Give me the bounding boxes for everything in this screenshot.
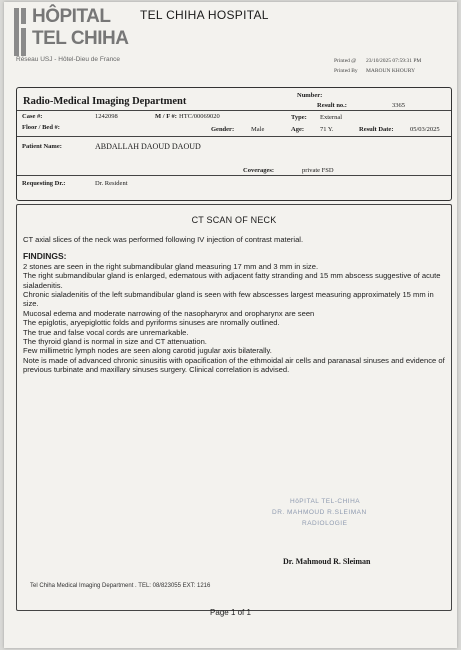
patient-header-box: [16, 87, 452, 201]
requesting-dr-label: Requesting Dr.:: [22, 180, 66, 187]
age-value: 71 Y.: [320, 126, 334, 133]
hospital-logo: [14, 8, 129, 66]
header-divider-2: [17, 136, 451, 137]
gender-value: Male: [251, 126, 265, 133]
header-divider-3: [17, 175, 451, 176]
stamp-line-1: HôPITAL TEL-CHIHA: [290, 498, 361, 505]
patient-name-value: ABDALLAH DAOUD DAOUD: [95, 142, 201, 151]
print-info: [334, 56, 421, 76]
case-label: Case #:: [22, 113, 43, 120]
printed-by-value: MAROUN KHOURY: [366, 68, 416, 74]
logo-line-3: Réseau USJ - Hôtel-Dieu de France: [16, 56, 121, 63]
report-box: [16, 204, 452, 611]
floor-bed-label: Floor / Bed #:: [22, 124, 60, 131]
header-divider-1: [17, 110, 451, 111]
result-no-label: Result no.:: [317, 102, 347, 109]
patient-name-label: Patient Name:: [22, 143, 62, 150]
report-page: [4, 2, 457, 648]
printed-at-value: 23/10/2025 07:59:31 PM: [366, 58, 422, 64]
logo-line-1: HÔPITAL: [32, 6, 111, 27]
finding-line: The thyroid gland is normal in size and CT attenuation.: [23, 337, 207, 347]
finding-line: 2 stones are seen in the right submandibular gland measuring 17 mm and 3 mm in size.: [23, 261, 319, 271]
stamp-line-2: DR. MAHMOUD R.SLEIMAN: [272, 509, 367, 516]
printed-at-label: Printed @: [334, 58, 357, 64]
mf-label: M / F #:: [155, 113, 177, 120]
report-intro: CT axial slices of the neck was performed following IV injection of contrast material.: [23, 235, 304, 244]
result-no-value: 3365: [392, 102, 405, 109]
footer-text: Tel Chiha Medical Imaging Department . TEL: 08/823055 EXT: 1216: [30, 583, 211, 589]
type-label: Type:: [291, 114, 307, 121]
age-label: Age:: [291, 126, 304, 133]
coverages-value: private FSD: [302, 167, 334, 174]
findings-label: FINDINGS:: [23, 251, 67, 262]
result-date-label: Result Date:: [359, 126, 394, 133]
finding-line: Chronic sialadenitis of the left submandibular gland is seen with few abscesses largest measuring approximately 15 mm in size.: [23, 290, 434, 309]
case-value: 1242098: [95, 113, 118, 120]
type-value: External: [320, 114, 343, 121]
finding-line: Note is made of advanced chronic sinusitis with opacification of the ethmoidal air cells and paranasal sinuses and evidence of previous turbinate and maxillary sinuses surgery. Clinical correlation is advised.: [23, 355, 445, 375]
report-body: [23, 235, 451, 375]
finding-line: Few millimetric lymph nodes are seen along carotid jugular axis bilaterally.: [23, 346, 272, 356]
department-title: Radio-Medical Imaging Department: [23, 96, 187, 107]
finding-line: Mucosal edema and moderate narrowing of the nasopharynx and oropharynx are seen: [23, 308, 315, 318]
finding-line: The epiglotis, aryepiglottic folds and pyriforms sinuses are nromally outlined.: [23, 318, 280, 328]
logo-line-2: TEL CHIHA: [32, 28, 129, 49]
number-label: Number:: [297, 92, 323, 99]
finding-line: The right submandibular gland is enlarged, edematous with adjacent fatty stranding and 15 mm abscess suggestive of acute sialadenitis.: [23, 271, 441, 290]
stamp-line-3: RADIOLOGIE: [302, 520, 348, 527]
hospital-name: TEL CHIHA HOSPITAL: [140, 8, 269, 22]
page-number: Page 1 of 1: [210, 608, 251, 617]
logo-mark-icon: [14, 8, 28, 56]
finding-line: The true and false vocal cords are unremarkable.: [23, 327, 189, 337]
result-date-value: 05/03/2025: [410, 126, 440, 133]
mf-value: HTC/00069020: [179, 113, 220, 120]
gender-label: Gender:: [211, 126, 235, 133]
requesting-dr-value: Dr. Resident: [95, 180, 128, 187]
doctor-signature-name: Dr. Mahmoud R. Sleiman: [283, 557, 371, 566]
coverages-label: Coverages:: [243, 167, 275, 174]
printed-by-label: Printed By: [334, 68, 358, 74]
report-title: CT SCAN OF NECK: [191, 215, 277, 225]
